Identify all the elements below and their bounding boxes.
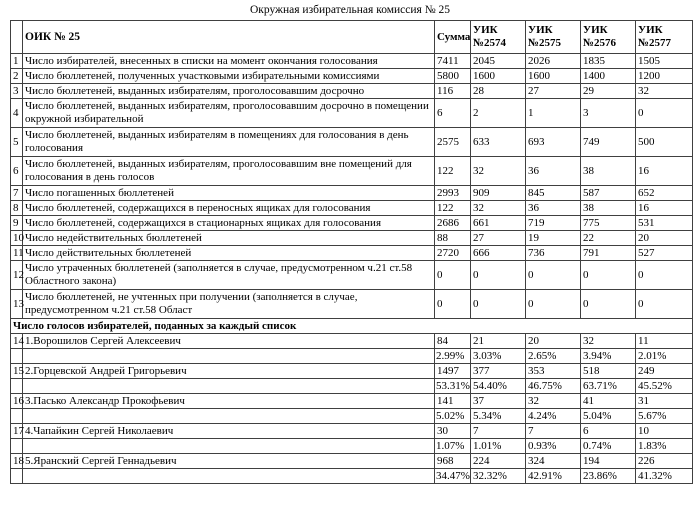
row-uik-value: 652 bbox=[636, 186, 693, 201]
header-uik-2574: УИК №2574 bbox=[471, 21, 526, 54]
row-label: Число бюллетеней, выданных избирателям, проголосовавшим досрочно в помещении окружной избирательной bbox=[23, 99, 435, 128]
candidate-percent-uik: 46.75% bbox=[526, 379, 581, 394]
row-uik-value: 0 bbox=[581, 261, 636, 290]
candidate-percent-row bbox=[11, 379, 693, 394]
row-uik-value: 28 bbox=[471, 84, 526, 99]
candidate-votes-uik: 226 bbox=[636, 454, 693, 469]
row-number: 3 bbox=[11, 84, 23, 99]
candidate-votes-uik: 32 bbox=[581, 334, 636, 349]
row-uik-value: 666 bbox=[471, 246, 526, 261]
candidate-percent-sum: 34.47% bbox=[436, 469, 470, 482]
row-uik-value: 587 bbox=[581, 186, 636, 201]
table-row bbox=[11, 201, 693, 216]
empty-cell bbox=[23, 469, 435, 484]
candidate-percent-uik: 1.01% bbox=[471, 439, 526, 454]
candidate-percent-uik: 3.94% bbox=[581, 349, 636, 364]
candidate-percent-uik: 5.34% bbox=[471, 409, 526, 424]
section-row bbox=[11, 319, 693, 334]
row-uik-value: 1600 bbox=[471, 69, 526, 84]
results-table bbox=[10, 20, 693, 484]
candidate-votes-sum: 141 bbox=[435, 394, 471, 409]
candidate-number: 16 bbox=[11, 394, 23, 409]
candidate-votes-sum: 968 bbox=[435, 454, 471, 469]
table-row bbox=[11, 69, 693, 84]
row-label: Число действительных бюллетеней bbox=[23, 246, 435, 261]
candidate-votes-sum: 84 bbox=[435, 334, 471, 349]
row-uik-value: 1400 bbox=[581, 69, 636, 84]
row-label: Число бюллетеней, содержащихся в переносных ящиках для голосования bbox=[23, 201, 435, 216]
candidate-percent-row bbox=[11, 469, 693, 484]
candidate-number: 18 bbox=[11, 454, 23, 469]
candidate-percent-sum: 5.02% bbox=[435, 409, 471, 424]
candidate-percent-uik: 1.83% bbox=[636, 439, 693, 454]
empty-cell bbox=[11, 379, 23, 394]
table-row bbox=[11, 54, 693, 69]
row-uik-value: 909 bbox=[471, 186, 526, 201]
header-sum: Сумма bbox=[435, 21, 471, 54]
candidate-votes-uik: 324 bbox=[526, 454, 581, 469]
empty-cell bbox=[11, 349, 23, 364]
row-uik-value: 1600 bbox=[526, 69, 581, 84]
row-sum: 2993 bbox=[435, 186, 471, 201]
table-row bbox=[11, 261, 693, 290]
candidate-percent-uik: 2.01% bbox=[636, 349, 693, 364]
candidate-percent-row bbox=[11, 439, 693, 454]
row-uik-value: 0 bbox=[526, 290, 581, 319]
table-row bbox=[11, 157, 693, 186]
candidate-votes-uik: 37 bbox=[471, 394, 526, 409]
row-uik-value: 20 bbox=[636, 231, 693, 246]
table-body bbox=[11, 54, 693, 484]
row-sum: 0 bbox=[435, 261, 471, 290]
row-label: Число утраченных бюллетеней (заполняется в случае, предусмотренном ч.21 ст.58 Областного закона) bbox=[23, 261, 435, 290]
candidate-percent-uik: 32.32% bbox=[471, 469, 526, 484]
row-uik-value: 845 bbox=[526, 186, 581, 201]
row-uik-value: 22 bbox=[581, 231, 636, 246]
row-label: Число погашенных бюллетеней bbox=[23, 186, 435, 201]
row-sum: 116 bbox=[435, 84, 471, 99]
empty-cell bbox=[23, 379, 435, 394]
header-uik-2576: УИК №2576 bbox=[581, 21, 636, 54]
row-uik-value: 16 bbox=[636, 157, 693, 186]
candidate-votes-uik: 249 bbox=[636, 364, 693, 379]
candidate-name: 1.Ворошилов Сергей Алексеевич bbox=[23, 334, 435, 349]
row-uik-value: 1200 bbox=[636, 69, 693, 84]
candidate-row bbox=[11, 424, 693, 439]
row-uik-value: 500 bbox=[636, 128, 693, 157]
row-uik-value: 736 bbox=[526, 246, 581, 261]
table-row bbox=[11, 84, 693, 99]
row-uik-value: 0 bbox=[636, 290, 693, 319]
row-uik-value: 693 bbox=[526, 128, 581, 157]
row-uik-value: 1 bbox=[526, 99, 581, 128]
empty-cell bbox=[11, 469, 23, 484]
row-uik-value: 2026 bbox=[526, 54, 581, 69]
row-sum: 0 bbox=[435, 290, 471, 319]
row-uik-value: 531 bbox=[636, 216, 693, 231]
row-label: Число бюллетеней, выданных избирателям, проголосовавшим досрочно bbox=[23, 84, 435, 99]
row-sum: 6 bbox=[435, 99, 471, 128]
candidate-votes-uik: 194 bbox=[581, 454, 636, 469]
table-row bbox=[11, 216, 693, 231]
row-uik-value: 16 bbox=[636, 201, 693, 216]
row-uik-value: 2045 bbox=[471, 54, 526, 69]
candidate-number: 14 bbox=[11, 334, 23, 349]
candidate-name: 5.Яранский Сергей Геннадьевич bbox=[23, 454, 435, 469]
candidate-votes-uik: 11 bbox=[636, 334, 693, 349]
row-uik-value: 3 bbox=[581, 99, 636, 128]
row-number: 2 bbox=[11, 69, 23, 84]
candidate-percent-uik: 63.71% bbox=[581, 379, 636, 394]
candidate-percent-uik: 5.04% bbox=[581, 409, 636, 424]
candidate-row bbox=[11, 394, 693, 409]
row-uik-value: 661 bbox=[471, 216, 526, 231]
row-uik-value: 27 bbox=[471, 231, 526, 246]
row-sum: 122 bbox=[435, 157, 471, 186]
table-row bbox=[11, 290, 693, 319]
row-uik-value: 29 bbox=[581, 84, 636, 99]
row-number: 12 bbox=[11, 261, 23, 290]
candidate-votes-uik: 31 bbox=[636, 394, 693, 409]
candidate-votes-uik: 224 bbox=[471, 454, 526, 469]
row-sum: 7411 bbox=[435, 54, 471, 69]
candidate-row bbox=[11, 364, 693, 379]
empty-cell bbox=[11, 439, 23, 454]
row-uik-value: 32 bbox=[636, 84, 693, 99]
candidate-votes-uik: 7 bbox=[471, 424, 526, 439]
row-uik-value: 36 bbox=[526, 201, 581, 216]
candidate-row bbox=[11, 334, 693, 349]
candidate-percent-row bbox=[11, 409, 693, 424]
row-uik-value: 1505 bbox=[636, 54, 693, 69]
row-label: Число бюллетеней, полученных участковыми избирательными комиссиями bbox=[23, 69, 435, 84]
candidate-percent-uik: 3.03% bbox=[471, 349, 526, 364]
document-title: Окружная избирательная комиссия № 25 bbox=[249, 4, 451, 16]
row-number: 10 bbox=[11, 231, 23, 246]
row-number: 9 bbox=[11, 216, 23, 231]
candidate-percent-uik: 0.93% bbox=[526, 439, 581, 454]
row-number: 1 bbox=[11, 54, 23, 69]
table-row bbox=[11, 246, 693, 261]
empty-cell bbox=[23, 349, 435, 364]
candidate-name: 3.Пасько Александр Прокофьевич bbox=[23, 394, 435, 409]
candidate-percent-sum: 1.07% bbox=[435, 439, 471, 454]
row-number: 13 bbox=[11, 290, 23, 319]
candidate-percent-uik: 5.67% bbox=[636, 409, 693, 424]
row-uik-value: 27 bbox=[526, 84, 581, 99]
table-header-row bbox=[11, 21, 693, 54]
candidate-votes-uik: 21 bbox=[471, 334, 526, 349]
candidate-percent-uik: 0.74% bbox=[581, 439, 636, 454]
row-uik-value: 719 bbox=[526, 216, 581, 231]
table-row bbox=[11, 186, 693, 201]
empty-cell bbox=[11, 409, 23, 424]
header-num-cell bbox=[11, 21, 23, 54]
candidate-percent-row bbox=[11, 349, 693, 364]
candidate-votes-uik: 41 bbox=[581, 394, 636, 409]
row-uik-value: 1835 bbox=[581, 54, 636, 69]
row-sum: 5800 bbox=[435, 69, 471, 84]
candidate-row bbox=[11, 454, 693, 469]
row-sum: 2720 bbox=[435, 246, 471, 261]
candidate-votes-uik: 10 bbox=[636, 424, 693, 439]
row-uik-value: 0 bbox=[581, 290, 636, 319]
row-uik-value: 32 bbox=[471, 201, 526, 216]
row-label: Число бюллетеней, содержащихся в стационарных ящиках для голосования bbox=[23, 216, 435, 231]
candidate-name: 4.Чапайкин Сергей Николаевич bbox=[23, 424, 435, 439]
row-uik-value: 749 bbox=[581, 128, 636, 157]
candidate-votes-uik: 6 bbox=[581, 424, 636, 439]
row-uik-value: 0 bbox=[471, 290, 526, 319]
row-label: Число бюллетеней, выданных избирателям, проголосовавшим вне помещений для голосования в день голосов bbox=[23, 157, 435, 186]
header-uik-2577: УИК №2577 bbox=[636, 21, 693, 54]
candidate-votes-uik: 7 bbox=[526, 424, 581, 439]
candidate-votes-sum: 1497 bbox=[435, 364, 471, 379]
row-label: Число бюллетеней, не учтенных при получении (заполняется в случае, предусмотренном ч.21 ст.58 Област bbox=[23, 290, 435, 319]
row-uik-value: 19 bbox=[526, 231, 581, 246]
empty-cell bbox=[23, 439, 435, 454]
row-label: Число недействительных бюллетеней bbox=[23, 231, 435, 246]
candidate-percent-uik: 45.52% bbox=[636, 379, 693, 394]
row-uik-value: 775 bbox=[581, 216, 636, 231]
table-row bbox=[11, 231, 693, 246]
table-row bbox=[11, 128, 693, 157]
row-uik-value: 38 bbox=[581, 201, 636, 216]
candidate-percent-uik: 42.91% bbox=[526, 469, 581, 484]
row-number: 11 bbox=[11, 246, 23, 261]
row-uik-value: 0 bbox=[636, 99, 693, 128]
row-uik-value: 527 bbox=[636, 246, 693, 261]
row-sum: 2686 bbox=[435, 216, 471, 231]
row-uik-value: 0 bbox=[636, 261, 693, 290]
row-number: 7 bbox=[11, 186, 23, 201]
row-number: 5 bbox=[11, 128, 23, 157]
row-uik-value: 791 bbox=[581, 246, 636, 261]
row-number: 8 bbox=[11, 201, 23, 216]
candidate-percent-uik: 4.24% bbox=[526, 409, 581, 424]
candidate-percent-uik: 2.65% bbox=[526, 349, 581, 364]
row-uik-value: 38 bbox=[581, 157, 636, 186]
row-sum: 88 bbox=[435, 231, 471, 246]
header-oik: ОИК № 25 bbox=[23, 21, 435, 54]
header-uik-2575: УИК №2575 bbox=[526, 21, 581, 54]
row-uik-value: 0 bbox=[526, 261, 581, 290]
candidate-percent-uik: 41.32% bbox=[636, 469, 693, 484]
section-title: Число голосов избирателей, поданных за каждый список bbox=[11, 319, 693, 334]
candidate-votes-uik: 353 bbox=[526, 364, 581, 379]
table-row bbox=[11, 99, 693, 128]
row-uik-value: 0 bbox=[471, 261, 526, 290]
row-number: 6 bbox=[11, 157, 23, 186]
candidate-name: 2.Горцевской Андрей Григорьевич bbox=[23, 364, 435, 379]
row-label: Число бюллетеней, выданных избирателям в помещениях для голосования в день голосования bbox=[23, 128, 435, 157]
empty-cell bbox=[23, 409, 435, 424]
candidate-number: 17 bbox=[11, 424, 23, 439]
candidate-votes-uik: 20 bbox=[526, 334, 581, 349]
candidate-votes-uik: 32 bbox=[526, 394, 581, 409]
row-uik-value: 36 bbox=[526, 157, 581, 186]
candidate-votes-uik: 377 bbox=[471, 364, 526, 379]
candidate-number: 15 bbox=[11, 364, 23, 379]
row-sum: 122 bbox=[435, 201, 471, 216]
candidate-percent-uik: 54.40% bbox=[471, 379, 526, 394]
row-number: 4 bbox=[11, 99, 23, 128]
candidate-percent-sum: 53.31% bbox=[436, 379, 470, 392]
candidate-percent-uik: 23.86% bbox=[581, 469, 636, 484]
candidate-votes-sum: 30 bbox=[435, 424, 471, 439]
candidate-votes-uik: 518 bbox=[581, 364, 636, 379]
row-sum: 2575 bbox=[435, 128, 471, 157]
row-uik-value: 2 bbox=[471, 99, 526, 128]
row-uik-value: 633 bbox=[471, 128, 526, 157]
row-label: Число избирателей, внесенных в списки на момент окончания голосования bbox=[23, 54, 435, 69]
row-uik-value: 32 bbox=[471, 157, 526, 186]
candidate-percent-sum: 2.99% bbox=[435, 349, 471, 364]
